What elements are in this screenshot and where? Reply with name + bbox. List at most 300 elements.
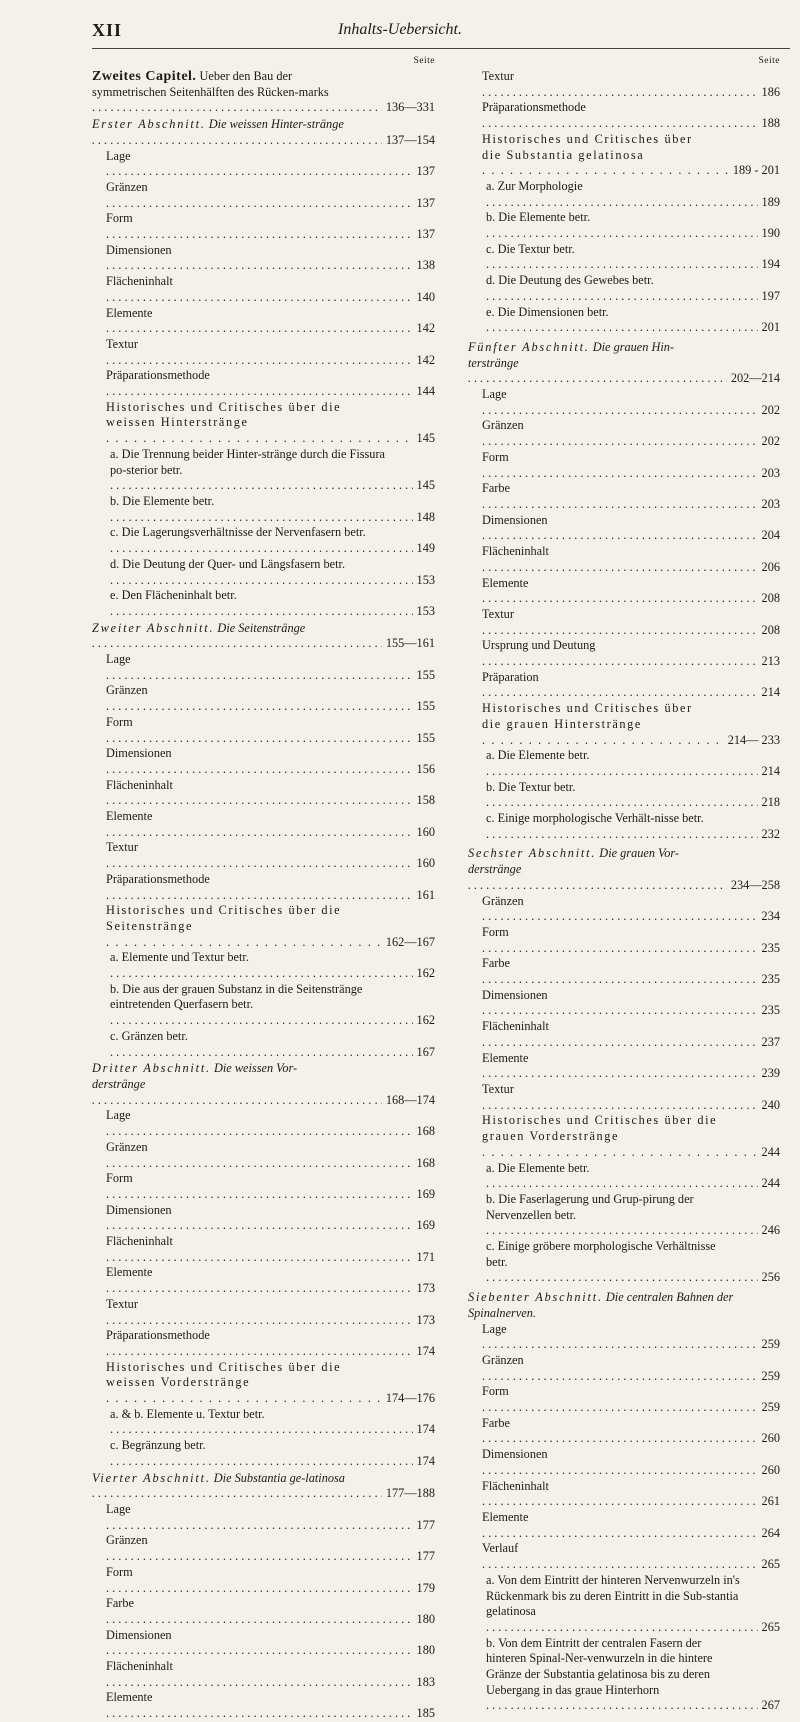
page-ref: 235 xyxy=(758,972,780,988)
entry-text xyxy=(106,1565,435,1596)
toc-subentry xyxy=(92,950,435,981)
entry-text xyxy=(106,1502,435,1533)
chapter-heading: Zweites Capitel. xyxy=(92,69,197,84)
entry-text xyxy=(482,894,780,925)
entry-text xyxy=(106,683,435,714)
entry-text xyxy=(106,400,435,447)
toc-subentry xyxy=(468,748,780,779)
page-ref: 142 xyxy=(413,353,435,369)
toc-section xyxy=(92,117,435,148)
toc-entry xyxy=(468,1447,780,1478)
toc-subentry xyxy=(92,525,435,556)
page-ref: 235 xyxy=(758,1003,780,1019)
page-ref: 208 xyxy=(758,623,780,639)
page-ref: 160 xyxy=(413,856,435,872)
toc-entry xyxy=(92,1297,435,1328)
toc-entry xyxy=(468,1322,780,1353)
entry-label: Dimensionen xyxy=(482,1447,548,1462)
page-ref: 177—188 xyxy=(382,1486,435,1502)
toc-entry xyxy=(468,1541,780,1572)
page-ref: 201 xyxy=(758,320,780,336)
page-ref: 142 xyxy=(413,321,435,337)
page-ref: 136—331 xyxy=(382,100,435,116)
toc-subentry xyxy=(468,780,780,811)
toc-entry xyxy=(468,925,780,956)
page-ref: 168—174 xyxy=(382,1093,435,1109)
entry-text xyxy=(106,1690,435,1721)
page-ref: 174 xyxy=(413,1344,435,1360)
entry-label: Farbe xyxy=(106,1596,134,1611)
toc-entry xyxy=(468,513,780,544)
entry-text xyxy=(106,1297,435,1328)
entry-label: Gränzen xyxy=(482,1352,524,1367)
page-ref: 167 xyxy=(413,1045,435,1061)
entry-text xyxy=(482,1416,780,1447)
entry-text xyxy=(110,588,435,619)
entry-text xyxy=(110,1407,435,1438)
toc-subentry xyxy=(468,1573,780,1636)
entry-label: Präparationsmethode xyxy=(106,871,210,886)
page-ref: 244 xyxy=(758,1176,780,1192)
toc-subentry xyxy=(92,1438,435,1469)
chapter-title: Ueber den Bau der symmetrischen Seitenhälften des Rücken-marks xyxy=(92,69,329,99)
entry-label: Gränzen xyxy=(482,418,524,433)
entry-text xyxy=(106,368,435,399)
entry-label: Textur xyxy=(106,1296,138,1311)
toc-subentry xyxy=(468,305,780,336)
entry-label: Historisches und Critisches über die grauen Vorderstränge xyxy=(482,1113,718,1144)
toc-entry xyxy=(468,576,780,607)
section-title: Die Seitenstränge xyxy=(214,620,306,635)
page-ref: 213 xyxy=(758,654,780,670)
entry-label: Flächeninhalt xyxy=(482,1019,549,1034)
page-ref: 234—258 xyxy=(727,878,780,894)
entry-text xyxy=(482,69,780,100)
entry-text xyxy=(110,982,435,1029)
entry-label: Form xyxy=(482,924,509,939)
toc-entry xyxy=(468,450,780,481)
page-ref: 214 xyxy=(758,685,780,701)
toc-section xyxy=(468,846,780,893)
section-title: Die weissen Hinter-stränge xyxy=(205,117,344,132)
toc-entry xyxy=(92,683,435,714)
page-ref: 148 xyxy=(413,510,435,526)
page-ref: 137—154 xyxy=(382,133,435,149)
toc-entry xyxy=(92,368,435,399)
toc-entry xyxy=(468,1510,780,1541)
toc-history-entry xyxy=(468,132,780,179)
entry-label: Farbe xyxy=(482,1415,510,1430)
toc-entry xyxy=(92,211,435,242)
entry-label: Lage xyxy=(106,652,131,667)
section-heading: Fünfter Abschnitt. xyxy=(468,339,590,354)
entry-label: Textur xyxy=(106,840,138,855)
toc-entry xyxy=(92,1234,435,1265)
page-ref: 186 xyxy=(758,85,780,101)
entry-text xyxy=(482,1384,780,1415)
entry-label: Lage xyxy=(106,148,131,163)
entry-text xyxy=(486,1161,780,1192)
toc-column-left xyxy=(92,55,435,1722)
page-ref: 189 xyxy=(758,195,780,211)
entry-text xyxy=(106,1628,435,1659)
page-ref: 160 xyxy=(413,825,435,841)
toc-entry xyxy=(468,894,780,925)
entry-label: Lage xyxy=(482,387,507,402)
toc-subentry xyxy=(92,1407,435,1438)
entry-text xyxy=(486,1636,780,1715)
entry-label: Gränzen xyxy=(106,179,148,194)
entry-label: c. Einige gröbere morphologische Verhältnisse betr. xyxy=(486,1239,716,1269)
toc-subentry xyxy=(468,811,780,842)
page-ref: 218 xyxy=(758,795,780,811)
entry-text xyxy=(482,1479,780,1510)
page-ref: 144 xyxy=(413,384,435,400)
entry-label: Dimensionen xyxy=(106,1627,172,1642)
entry-label: Elemente xyxy=(106,305,153,320)
toc-column-right xyxy=(468,55,780,1714)
entry-text xyxy=(482,1447,780,1478)
entry-text xyxy=(482,988,780,1019)
entry-text xyxy=(106,1203,435,1234)
page-ref: 208 xyxy=(758,591,780,607)
toc-entry xyxy=(468,544,780,575)
entry-label: Textur xyxy=(482,606,514,621)
entry-label: Flächeninhalt xyxy=(482,1478,549,1493)
entry-label: Textur xyxy=(482,69,514,83)
toc-subentry xyxy=(468,210,780,241)
toc-history-entry xyxy=(92,1360,435,1407)
toc-entry xyxy=(468,956,780,987)
page-ref: 162 xyxy=(413,1013,435,1029)
toc-entry xyxy=(468,607,780,638)
toc-history-entry xyxy=(92,400,435,447)
page-ref: 260 xyxy=(758,1431,780,1447)
toc-subentry xyxy=(92,447,435,494)
entry-text xyxy=(482,1353,780,1384)
entry-label: a. Elemente und Textur betr. xyxy=(110,950,249,965)
entry-text xyxy=(482,513,780,544)
section-heading: Vierter Abschnitt. xyxy=(92,1470,211,1485)
section-title: Die Substantia ge-latinosa xyxy=(210,1470,345,1485)
page-ref: 162 xyxy=(413,966,435,982)
entry-label: a. Die Elemente betr. xyxy=(486,748,590,763)
entry-label: Elemente xyxy=(106,1265,153,1280)
entry-label: d. Die Deutung der Quer- und Längsfasern betr. xyxy=(110,556,346,571)
toc-subentry xyxy=(468,1161,780,1192)
entry-label: Form xyxy=(106,1564,133,1579)
page-ref: 158 xyxy=(413,793,435,809)
toc-entry xyxy=(92,1328,435,1359)
toc-entry xyxy=(468,1384,780,1415)
toc-entry xyxy=(92,1140,435,1171)
entry-label: Dimensionen xyxy=(482,512,548,527)
page-number: XII xyxy=(92,20,123,40)
page-ref: 169 xyxy=(413,1218,435,1234)
page-ref: 174—176 xyxy=(382,1391,435,1407)
toc-entry xyxy=(468,100,780,131)
page-ref: 155 xyxy=(413,668,435,684)
entry-label: Ursprung und Deutung xyxy=(482,638,596,653)
page-ref: 235 xyxy=(758,941,780,957)
page-ref: 244 xyxy=(758,1145,780,1161)
toc-entry xyxy=(92,1628,435,1659)
toc-subentry xyxy=(468,242,780,273)
page-ref: 161 xyxy=(413,888,435,904)
entry-text xyxy=(482,1082,780,1113)
entry-text xyxy=(482,1113,780,1160)
toc-entry xyxy=(92,1659,435,1690)
entry-text xyxy=(106,1265,435,1296)
toc-list xyxy=(92,69,435,1722)
page-ref: 206 xyxy=(758,560,780,576)
page-ref: 145 xyxy=(413,431,435,447)
toc-entry xyxy=(92,840,435,871)
toc-subentry xyxy=(92,982,435,1029)
entry-text xyxy=(482,544,780,575)
entry-label: Textur xyxy=(482,1082,514,1096)
entry-text xyxy=(106,243,435,274)
entry-label: Historisches und Critisches über die weissen Vorderstränge xyxy=(106,1359,342,1390)
entry-label: d. Die Deutung des Gewebes betr. xyxy=(486,273,654,288)
page-ref: 214 xyxy=(758,764,780,780)
page-ref: 177 xyxy=(413,1549,435,1565)
entry-label: Lage xyxy=(106,1501,131,1516)
page-ref: 149 xyxy=(413,541,435,557)
page-ref: 138 xyxy=(413,258,435,274)
entry-label: b. Die Elemente betr. xyxy=(486,210,591,225)
entry-label: Flächeninhalt xyxy=(106,274,173,289)
page-ref: 145 xyxy=(413,478,435,494)
page-ref: 155 xyxy=(413,699,435,715)
entry-label: Präparationsmethode xyxy=(482,100,586,115)
toc-subentry xyxy=(92,494,435,525)
entry-text xyxy=(486,1239,780,1286)
entry-label: Farbe xyxy=(482,481,510,496)
entry-label: Form xyxy=(482,1384,509,1399)
entry-text xyxy=(482,481,780,512)
entry-text xyxy=(106,1171,435,1202)
entry-text xyxy=(106,1596,435,1627)
page-ref: 214— 233 xyxy=(724,733,780,749)
entry-text xyxy=(482,638,780,669)
toc-history-entry xyxy=(468,1113,780,1160)
entry-label: c. Die Textur betr. xyxy=(486,241,575,256)
section-heading: Zweiter Abschnitt. xyxy=(92,620,215,635)
page-ref: 174 xyxy=(413,1454,435,1470)
toc-section xyxy=(92,1061,435,1108)
section-heading: Erster Abschnitt. xyxy=(92,117,206,132)
entry-text xyxy=(110,525,435,556)
entry-label: c. Gränzen betr. xyxy=(110,1028,188,1043)
entry-label: Präparationsmethode xyxy=(106,1328,210,1343)
toc-entry xyxy=(468,1051,780,1082)
entry-label: Lage xyxy=(482,1321,507,1336)
page-ref: 188 xyxy=(758,116,780,132)
entry-label: Gränzen xyxy=(106,1533,148,1548)
entry-text xyxy=(486,1573,780,1636)
entry-label: c. Begränzung betr. xyxy=(110,1438,206,1453)
entry-text xyxy=(106,1328,435,1359)
entry-label: b. Die Faserlagerung und Grup-pirung der Nervenzellen betr. xyxy=(486,1191,694,1222)
toc-entry xyxy=(468,69,780,100)
entry-text xyxy=(482,450,780,481)
page-ref: 174 xyxy=(413,1422,435,1438)
toc-subentry xyxy=(92,557,435,588)
entry-label: Form xyxy=(482,449,509,464)
toc-section xyxy=(468,1290,780,1321)
toc-entry xyxy=(92,872,435,903)
running-head xyxy=(0,20,800,44)
entry-text xyxy=(482,607,780,638)
entry-text xyxy=(106,652,435,683)
entry-label: a. Von dem Eintritt der hinteren Nervenwurzeln in's Rückenmark bis zu deren Eintritt in die Sub-stantia gelatinosa xyxy=(486,1572,740,1619)
entry-label: b. Die Elemente betr. xyxy=(110,493,215,508)
entry-label: Textur xyxy=(106,336,138,351)
toc-subentry xyxy=(468,1239,780,1286)
page-ref: 173 xyxy=(413,1313,435,1329)
entry-text xyxy=(106,1140,435,1171)
entry-label: Form xyxy=(106,211,133,226)
entry-text xyxy=(482,576,780,607)
entry-label: Dimensionen xyxy=(106,746,172,761)
toc-entry xyxy=(92,1565,435,1596)
toc-chapter xyxy=(92,69,435,116)
entry-label: Elemente xyxy=(106,1690,153,1705)
entry-text xyxy=(106,746,435,777)
running-title: Inhalts-Uebersicht. xyxy=(338,21,462,38)
entry-label: Dimensionen xyxy=(482,987,548,1002)
entry-text xyxy=(486,811,780,842)
page-ref: 137 xyxy=(413,196,435,212)
entry-text xyxy=(482,956,780,987)
page-ref: 180 xyxy=(413,1643,435,1659)
entry-label: Elemente xyxy=(482,575,529,590)
entry-text xyxy=(482,387,780,418)
entry-label: e. Den Flächeninhalt betr. xyxy=(110,588,237,603)
page-ref: 183 xyxy=(413,1675,435,1691)
toc-entry xyxy=(92,778,435,809)
toc-subentry xyxy=(92,1029,435,1060)
entry-text xyxy=(486,780,780,811)
entry-label: Gränzen xyxy=(106,1139,148,1154)
toc-subentry xyxy=(468,273,780,304)
entry-text xyxy=(486,305,780,336)
entry-text xyxy=(482,418,780,449)
toc-entry xyxy=(92,746,435,777)
toc-entry xyxy=(468,387,780,418)
seite-label: Seite xyxy=(413,56,435,66)
entry-text xyxy=(486,748,780,779)
page-ref: 240 xyxy=(758,1098,780,1114)
entry-label: b. Die Textur betr. xyxy=(486,779,576,794)
toc-list xyxy=(468,69,780,1714)
entry-text xyxy=(106,180,435,211)
entry-label: Dimensionen xyxy=(106,242,172,257)
entry-label: Flächeninhalt xyxy=(482,544,549,559)
toc-entry xyxy=(92,149,435,180)
page-ref: 202 xyxy=(758,434,780,450)
toc-entry xyxy=(468,638,780,669)
entry-text xyxy=(486,242,780,273)
entry-text xyxy=(468,1290,780,1321)
entry-label: Elemente xyxy=(482,1050,529,1065)
entry-label: Form xyxy=(106,1171,133,1186)
page-ref: 155 xyxy=(413,731,435,747)
toc-entry xyxy=(92,809,435,840)
page-ref: 259 xyxy=(758,1337,780,1353)
entry-text xyxy=(486,1192,780,1239)
page-ref: 153 xyxy=(413,604,435,620)
toc-entry xyxy=(92,1502,435,1533)
toc-entry xyxy=(468,988,780,1019)
toc-section xyxy=(92,1471,435,1502)
page-ref: 246 xyxy=(758,1223,780,1239)
page-ref: 189 - 201 xyxy=(729,163,780,179)
toc-entry xyxy=(468,418,780,449)
toc-subentry xyxy=(468,1192,780,1239)
toc-subentry xyxy=(468,1636,780,1715)
entry-text xyxy=(482,100,780,131)
entry-label: Präparation xyxy=(482,669,539,684)
entry-label: Gränzen xyxy=(106,683,148,698)
toc-subentry xyxy=(468,179,780,210)
entry-label: c. Einige morphologische Verhält-nisse betr. xyxy=(486,811,704,826)
entry-text xyxy=(106,778,435,809)
page-ref: 179 xyxy=(413,1581,435,1597)
entry-text xyxy=(110,557,435,588)
toc-entry xyxy=(468,1479,780,1510)
entry-label: Gränzen xyxy=(482,893,524,908)
page-ref: 171 xyxy=(413,1250,435,1266)
entry-label: a. & b. Elemente u. Textur betr. xyxy=(110,1406,265,1421)
entry-text xyxy=(110,494,435,525)
toc-subentry xyxy=(92,588,435,619)
entry-label: Form xyxy=(106,714,133,729)
entry-label: Flächeninhalt xyxy=(106,1234,173,1249)
section-title: Die grauen Hin-terstränge xyxy=(468,339,675,370)
entry-text xyxy=(110,1438,435,1469)
toc-entry xyxy=(92,306,435,337)
entry-label: Historisches und Critisches über die weissen Hinterstränge xyxy=(106,399,342,430)
entry-text xyxy=(482,1510,780,1541)
toc-section xyxy=(92,621,435,652)
entry-label: Historisches und Critisches über die Seitenstränge xyxy=(106,903,342,933)
toc-entry xyxy=(468,1082,780,1113)
entry-label: Lage xyxy=(106,1108,131,1123)
page-ref: 264 xyxy=(758,1526,780,1542)
toc-entry xyxy=(92,243,435,274)
section-heading: Sechster Abschnitt. xyxy=(468,846,597,861)
entry-label: b. Die aus der grauen Substanz in die Seitenstränge eintretenden Querfasern betr. xyxy=(110,981,363,1012)
entry-text xyxy=(106,715,435,746)
page-ref: 202—214 xyxy=(727,371,780,387)
entry-text xyxy=(106,872,435,903)
entry-label: Farbe xyxy=(482,956,510,971)
page-ref: 156 xyxy=(413,762,435,778)
page-ref: 137 xyxy=(413,227,435,243)
section-title: Die weissen Vor-derstränge xyxy=(92,1061,298,1091)
page-ref: 190 xyxy=(758,226,780,242)
section-heading: Siebenter Abschnitt. xyxy=(468,1290,603,1305)
toc-entry xyxy=(92,1265,435,1296)
page-ref: 237 xyxy=(758,1035,780,1051)
toc-entry xyxy=(92,1203,435,1234)
page-ref: 173 xyxy=(413,1281,435,1297)
page-ref: 267 xyxy=(758,1698,780,1714)
page-ref: 169 xyxy=(413,1187,435,1203)
entry-text xyxy=(106,149,435,180)
